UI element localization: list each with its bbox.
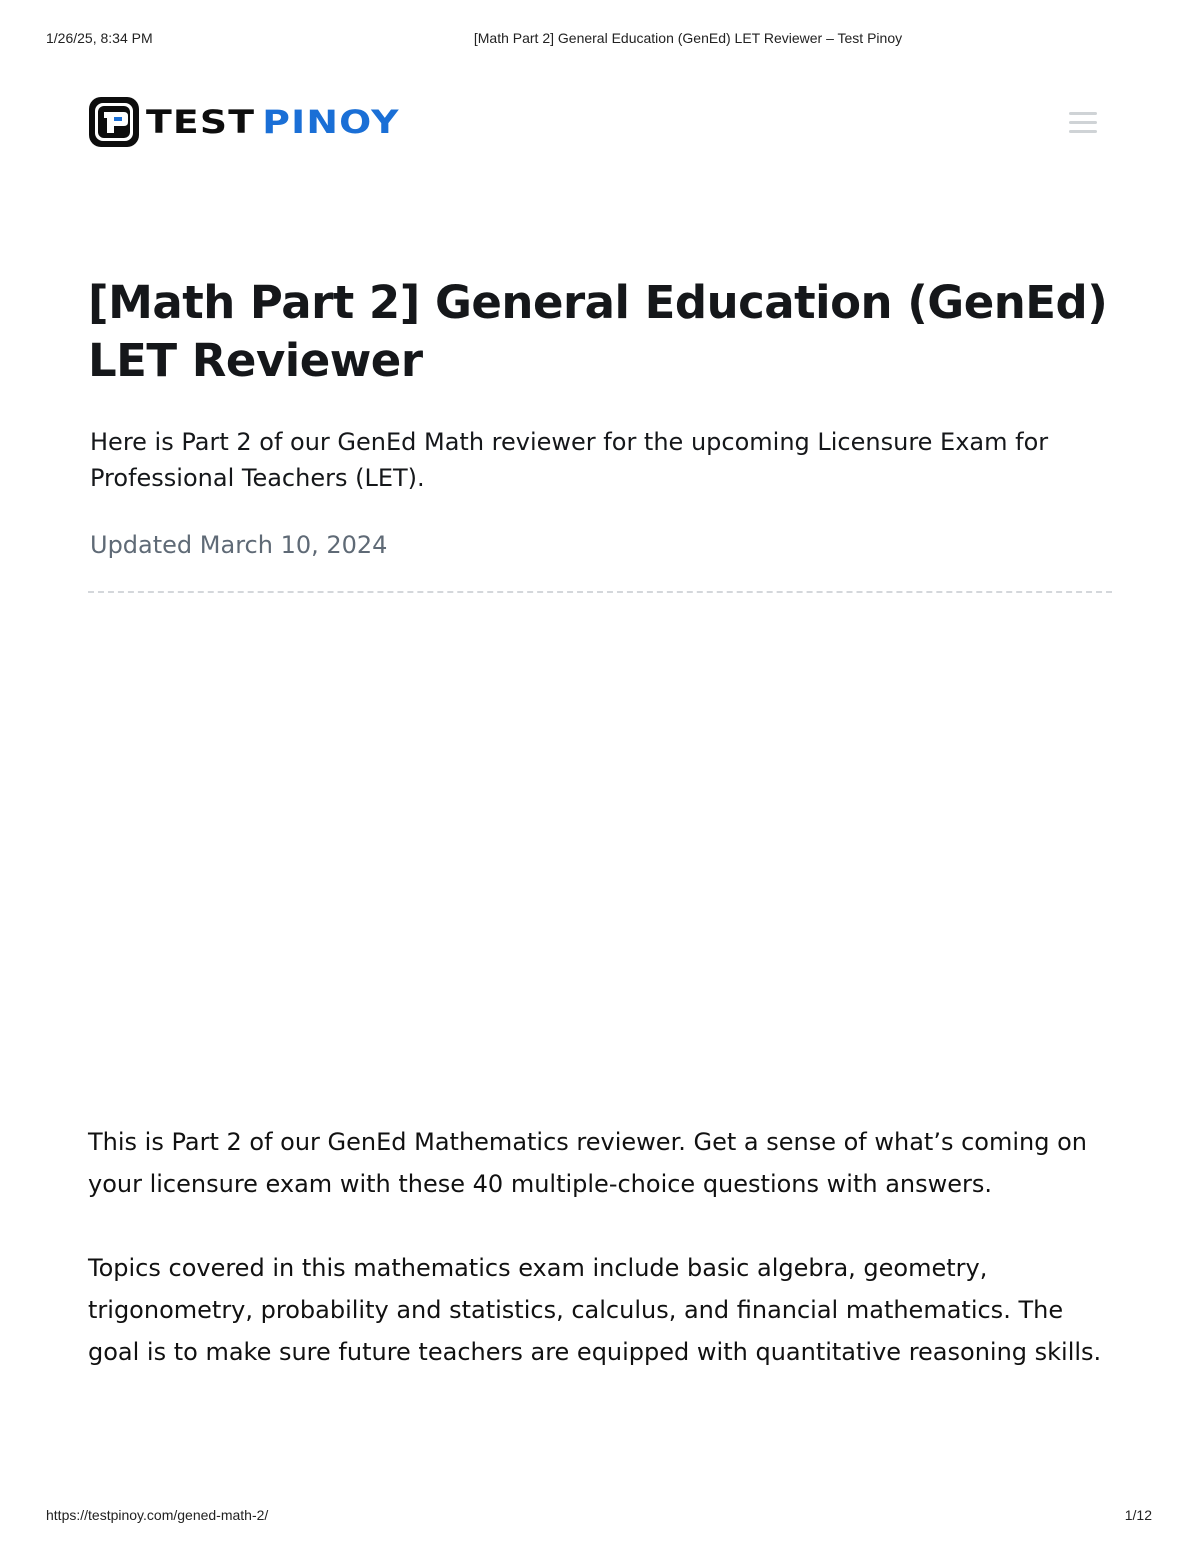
hamburger-menu-icon[interactable] bbox=[1066, 108, 1100, 136]
print-footer bbox=[0, 1507, 1200, 1527]
article-paragraph: Topics covered in this mathematics exam include basic algebra, geometry, trigonometry, probability and statistics, calculus, and financial mathematics. The goal is to make sure future teachers are equipped with quantitative reasoning skills. bbox=[88, 1254, 1102, 1366]
site-header bbox=[88, 96, 1112, 152]
menu-bar bbox=[1069, 130, 1097, 133]
logo-wordmark bbox=[146, 102, 400, 142]
test-pinoy-logo-icon bbox=[88, 96, 140, 148]
menu-bar bbox=[1069, 112, 1097, 115]
print-doc-title: [Math Part 2] General Education (GenEd) LET Reviewer – Test Pinoy bbox=[473, 30, 903, 46]
print-datetime: 1/26/25, 8:34 PM bbox=[46, 30, 153, 46]
logo-word-pinoy: PINOY bbox=[262, 103, 400, 141]
menu-bar bbox=[1069, 121, 1097, 124]
updated-date: Updated March 10, 2024 bbox=[90, 531, 388, 559]
print-header bbox=[0, 30, 1200, 50]
page-number: 1/12 bbox=[1124, 1507, 1152, 1523]
article-lead: Here is Part 2 of our GenEd Math reviewer for the upcoming Licensure Exam for Professional Teachers (LET). bbox=[90, 428, 1049, 492]
print-url: https://testpinoy.com/gened-math-2/ bbox=[46, 1507, 269, 1523]
logo-word-test: TEST bbox=[146, 103, 256, 141]
page-title: [Math Part 2] General Education (GenEd) LET Reviewer bbox=[88, 276, 1108, 387]
divider bbox=[88, 591, 1112, 593]
article-paragraph: This is Part 2 of our GenEd Mathematics reviewer. Get a sense of what’s coming on your licensure exam with these 40 multiple-choice questions with answers. bbox=[88, 1128, 1087, 1198]
